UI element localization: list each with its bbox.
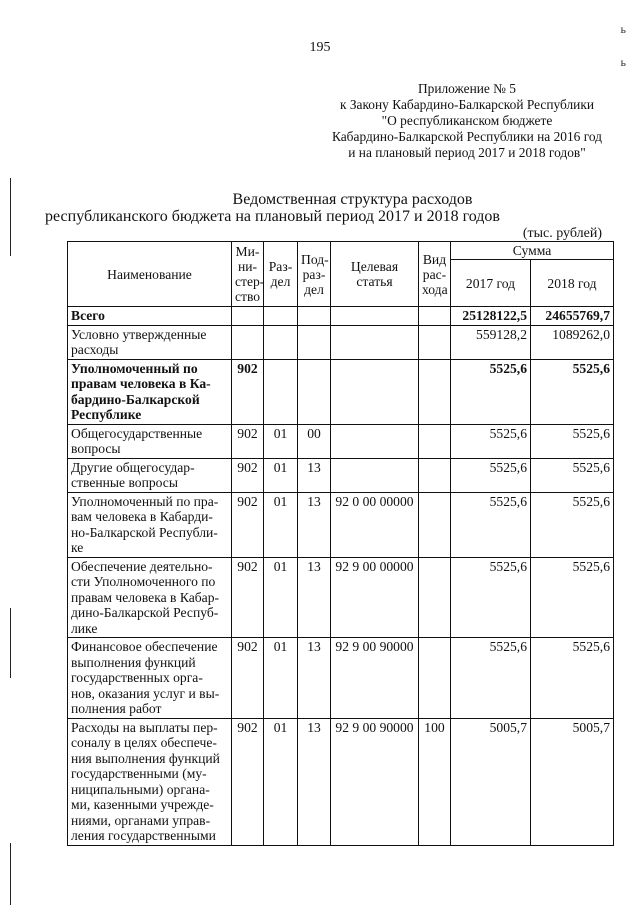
cell-subsection: 13 (298, 718, 331, 845)
cell-expense-type (419, 307, 451, 326)
cell-expense-type: 100 (419, 718, 451, 845)
table-row (68, 307, 614, 326)
cell-ministry: 902 (232, 458, 264, 492)
cell-ministry: 902 (232, 718, 264, 845)
appendix-line: и на плановый период 2017 и 2018 годов" (348, 145, 586, 160)
cell-section (264, 307, 298, 326)
cell-2017: 5525,6 (451, 557, 531, 638)
cell-ministry: 902 (232, 492, 264, 557)
header-expense-type: Вид рас- хода (419, 242, 451, 307)
cell-2018: 5005,7 (531, 718, 614, 845)
header-2017: 2017 год (451, 260, 531, 307)
cell-ministry: 902 (232, 424, 264, 458)
cell-section (264, 325, 298, 359)
cell-name: Обеспечение деятельно- сти Уполномоченного по правам человека в Кабар- дино-Балкарской Респуб- лике (68, 557, 232, 638)
cell-target: 92 9 00 90000 (331, 718, 419, 845)
header-subsection: Под- раз- дел (298, 242, 331, 307)
cell-2018: 5525,6 (531, 359, 614, 424)
cell-name: Всего (68, 307, 232, 326)
cell-name: Уполномоченный по пра- вам человека в Кабарди- но-Балкарской Республи- ке (68, 492, 232, 557)
margin-line (10, 608, 11, 678)
document-title (0, 191, 640, 225)
cell-2018: 24655769,7 (531, 307, 614, 326)
table-row (68, 557, 614, 638)
appendix-line: к Закону Кабардино-Балкарской Республики (339, 97, 595, 112)
cell-section (264, 359, 298, 424)
cell-section: 01 (264, 492, 298, 557)
cell-expense-type (419, 458, 451, 492)
cell-2017: 5525,6 (451, 638, 531, 719)
cell-subsection: 13 (298, 492, 331, 557)
appendix-line: Кабардино-Балкарской Республики на 2016 год (331, 129, 602, 144)
cell-section: 01 (264, 557, 298, 638)
margin-line (10, 843, 11, 905)
cell-2017: 25128122,5 (451, 307, 531, 326)
cell-expense-type (419, 557, 451, 638)
cell-ministry (232, 325, 264, 359)
table-row (68, 638, 614, 719)
cell-target: 92 9 00 90000 (331, 638, 419, 719)
cell-expense-type (419, 492, 451, 557)
cell-2018: 5525,6 (531, 492, 614, 557)
header-ministry: Ми- ни- стер- ство (232, 242, 264, 307)
budget-table (67, 241, 614, 846)
cell-2017: 5525,6 (451, 458, 531, 492)
cell-section: 01 (264, 424, 298, 458)
table-row (68, 492, 614, 557)
cell-2018: 5525,6 (531, 638, 614, 719)
cell-section: 01 (264, 638, 298, 719)
cell-name: Общегосударственные вопросы (68, 424, 232, 458)
cell-2018: 5525,6 (531, 458, 614, 492)
cell-target (331, 325, 419, 359)
cell-2017: 5005,7 (451, 718, 531, 845)
cell-name: Условно утвержденные расходы (68, 325, 232, 359)
cell-2017: 559128,2 (451, 325, 531, 359)
cell-name: Расходы на выплаты пер- соналу в целях обеспече- ния выполнения функций государственными (му- ниципальными) органа- ми, казенными учрежде- ниями, органами управ- ления государственными (68, 718, 232, 845)
appendix-line: "О республиканском бюджете (381, 113, 553, 128)
cell-target (331, 424, 419, 458)
cell-ministry: 902 (232, 638, 264, 719)
appendix-title: Приложение № 5 (417, 81, 517, 96)
header-sum: Сумма (451, 242, 614, 260)
cell-subsection (298, 325, 331, 359)
header-target: Целевая статья (331, 242, 419, 307)
cell-name: Уполномоченный по правам человека в Ка- бардино-Балкарской Республике (68, 359, 232, 424)
cell-2017: 5525,6 (451, 492, 531, 557)
cell-expense-type (419, 638, 451, 719)
page-number: 195 (309, 40, 331, 55)
cell-ministry: 902 (232, 359, 264, 424)
table-row (68, 424, 614, 458)
title-line: республиканского бюджета на плановый период 2017 и 2018 годов (45, 208, 500, 225)
cell-expense-type (419, 424, 451, 458)
appendix-header (332, 81, 602, 161)
table-body (68, 307, 614, 846)
table-row (68, 458, 614, 492)
cell-2018: 5525,6 (531, 557, 614, 638)
cell-2018: 1089262,0 (531, 325, 614, 359)
cell-2017: 5525,6 (451, 424, 531, 458)
cell-2018: 5525,6 (531, 424, 614, 458)
header-2018: 2018 год (531, 260, 614, 307)
cell-target (331, 307, 419, 326)
cell-subsection: 13 (298, 458, 331, 492)
cell-target: 92 0 00 00000 (331, 492, 419, 557)
table-row (68, 359, 614, 424)
header-name: Наименование (68, 242, 232, 307)
cell-target (331, 458, 419, 492)
corner-mark: ь (620, 22, 626, 36)
cell-name: Другие общегосудар- ственные вопросы (68, 458, 232, 492)
cell-ministry: 902 (232, 557, 264, 638)
cell-subsection: 13 (298, 557, 331, 638)
header-section: Раз- дел (264, 242, 298, 307)
title-line: Ведомственная структура расходов (232, 191, 473, 208)
cell-expense-type (419, 359, 451, 424)
units-label: (тыс. рублей) (522, 226, 602, 241)
cell-section: 01 (264, 458, 298, 492)
table-row (68, 325, 614, 359)
cell-section: 01 (264, 718, 298, 845)
table-row (68, 718, 614, 845)
corner-mark: ь (620, 55, 626, 69)
cell-subsection: 00 (298, 424, 331, 458)
cell-ministry (232, 307, 264, 326)
cell-subsection (298, 307, 331, 326)
cell-subsection: 13 (298, 638, 331, 719)
cell-2017: 5525,6 (451, 359, 531, 424)
cell-subsection (298, 359, 331, 424)
cell-expense-type (419, 325, 451, 359)
cell-name: Финансовое обеспечение выполнения функций государственных орга- нов, оказания услуг и вы- полнения работ (68, 638, 232, 719)
cell-target (331, 359, 419, 424)
cell-target: 92 9 00 00000 (331, 557, 419, 638)
